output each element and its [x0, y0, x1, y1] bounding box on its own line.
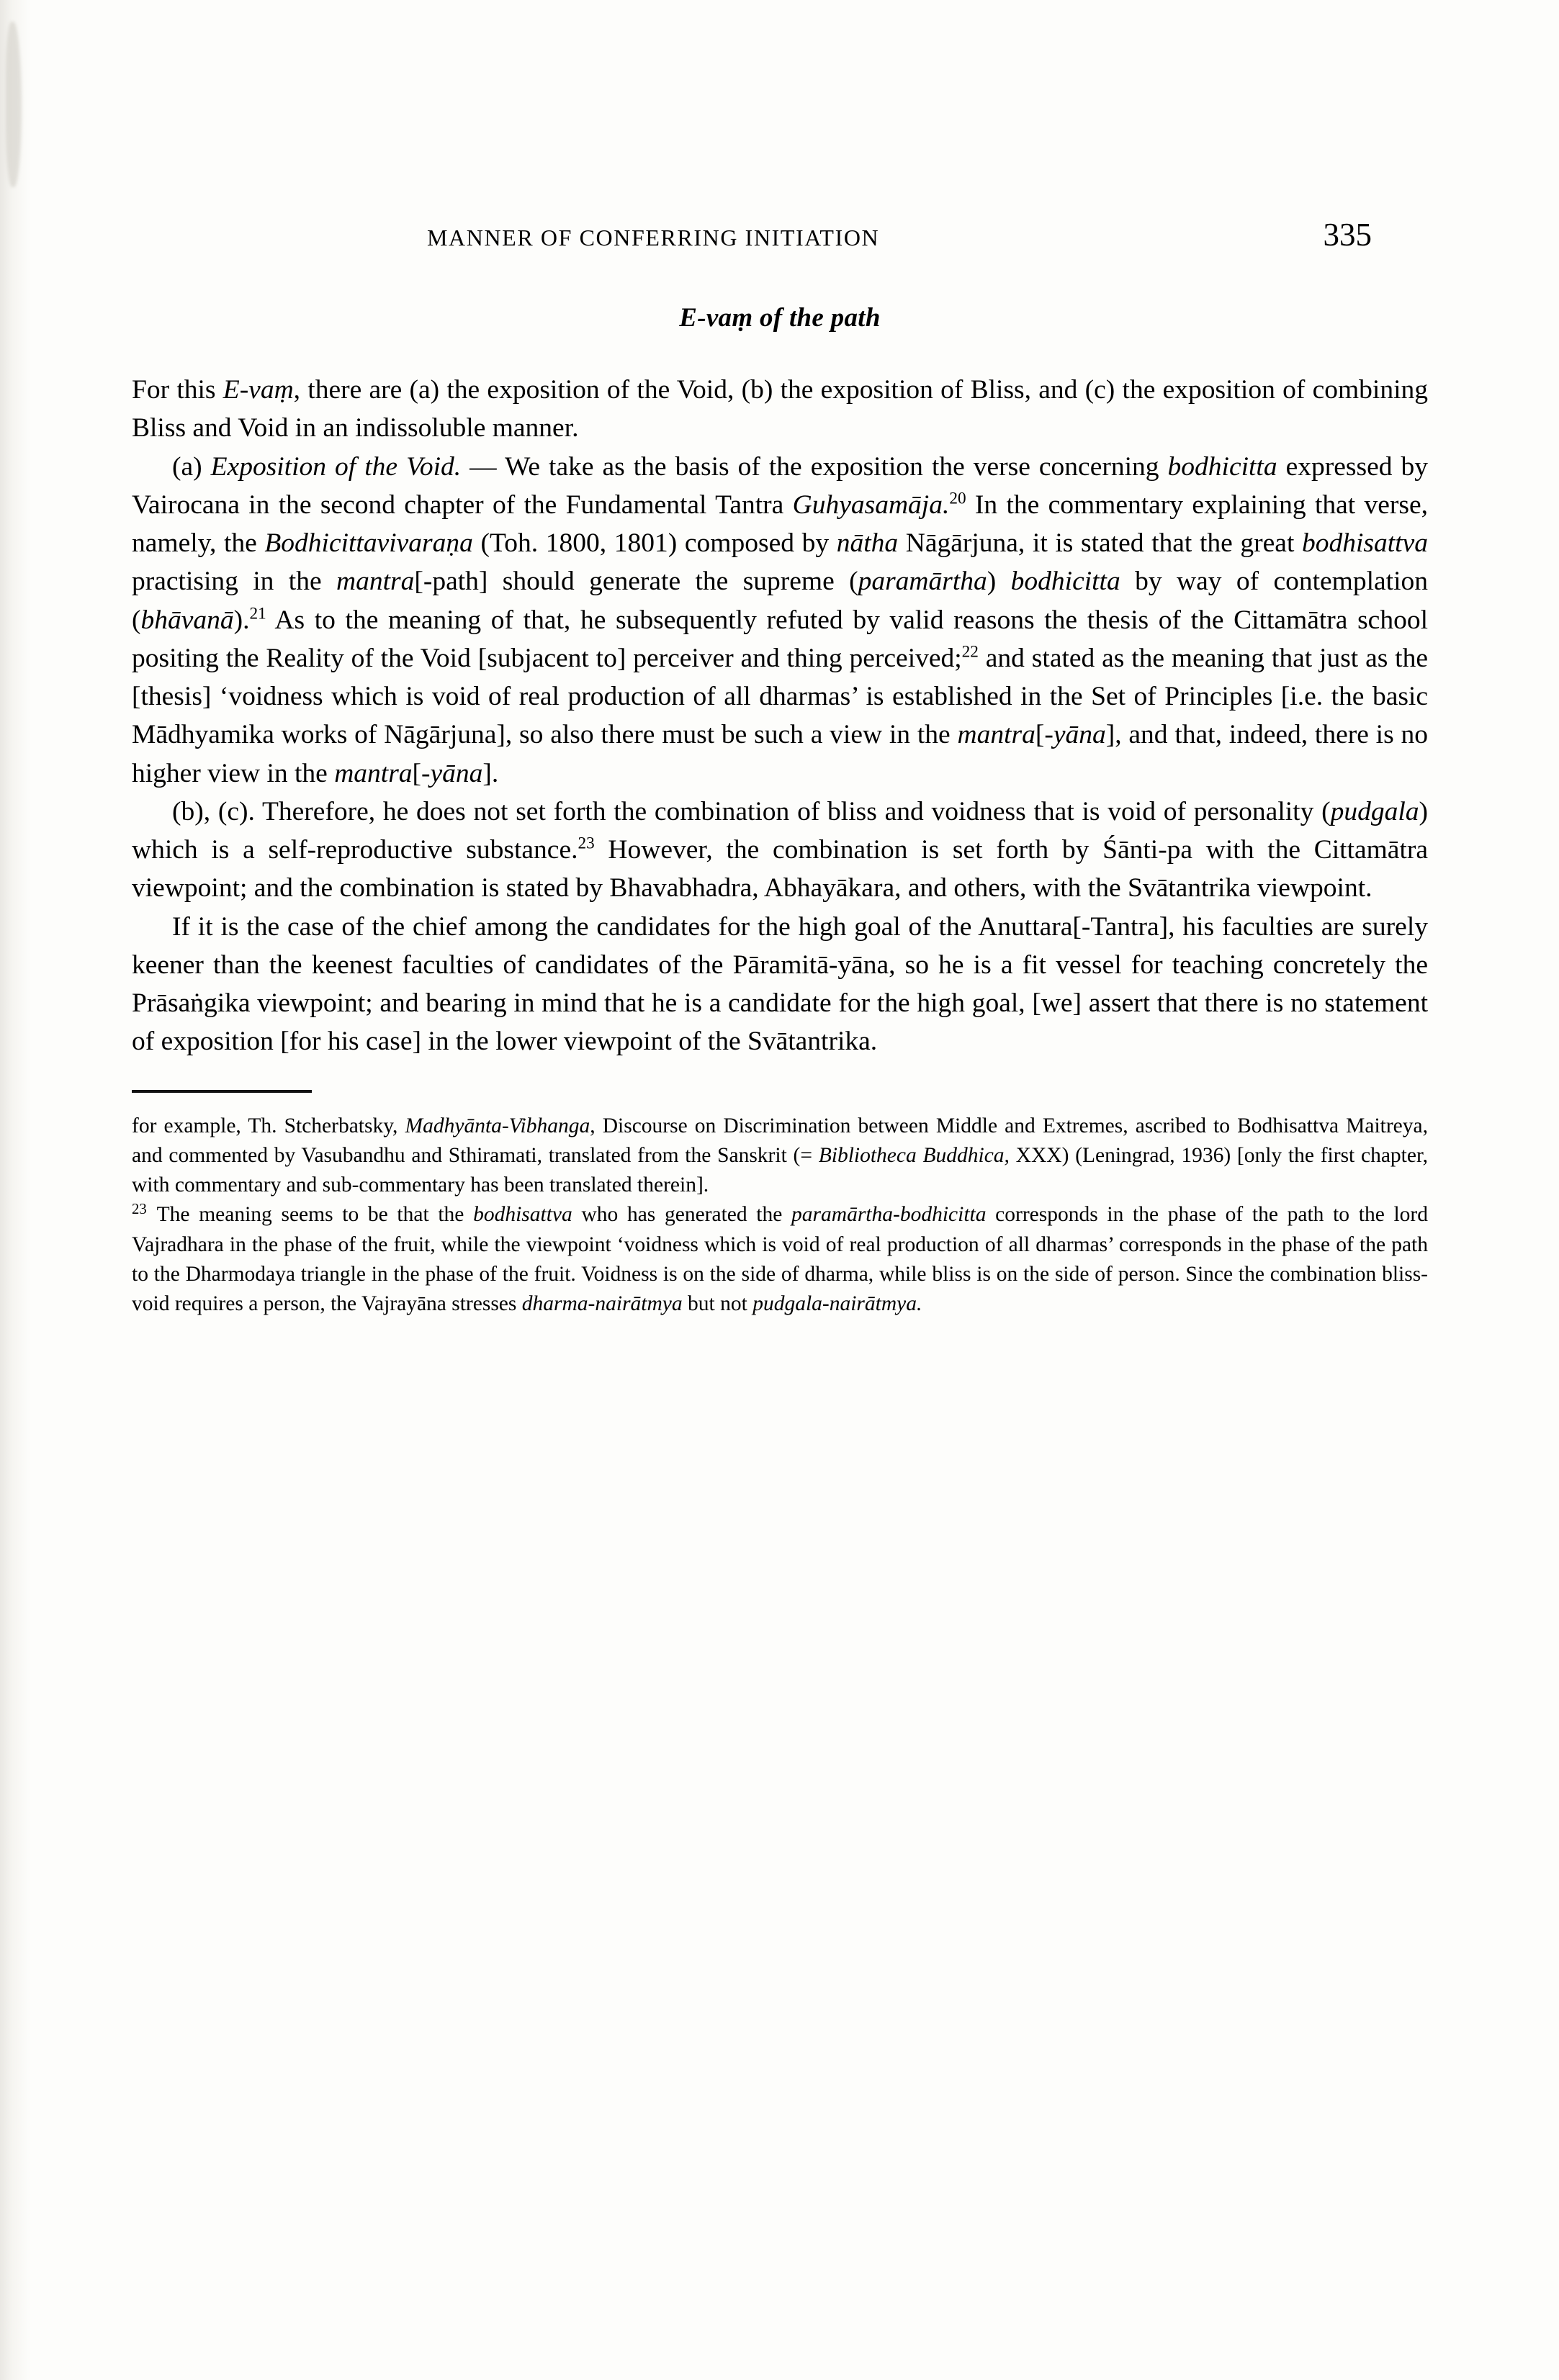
p1-italic-evam: E-vaṃ [223, 375, 294, 405]
p2-italic-9: bodhicitta [1010, 567, 1120, 597]
p2-text-6: practising in the [132, 567, 336, 597]
p2-text-12: and stated as the meaning that just as the [thesis] ‘voidness which is void of real production of all dharmas’ is established in the Set of Principles [i.e. the basic Mādhyamika works of Nāgārjuna], so also there must be such a view in the [132, 643, 1428, 750]
fn23-text-1: The meaning seems to be that the [156, 1203, 474, 1227]
p2-italic-4: Bodhicittavivaraṇa [264, 528, 473, 558]
p2-text-9: by way of contemplation ( [132, 567, 1428, 635]
fn23-text-4: but not [682, 1292, 753, 1316]
fn22-text-3: XXX) (Leningrad, 1936) [only the first chapter, with commentary and sub-commentary has been translated therein]. [132, 1143, 1428, 1197]
fn23-italic-3: dharma-nairātmya [521, 1292, 683, 1316]
p2-italic-6: bodhisattva [1301, 528, 1428, 558]
p2-italic-14: yāna [430, 758, 483, 788]
footnote-ref-21: 21 [249, 604, 266, 623]
footnote-ref-23: 23 [578, 834, 595, 853]
p3-text-2: ) which is a self-reproductive substance. [132, 796, 1428, 865]
page-number: 335 [1323, 217, 1372, 253]
fn22-text-1: for example, Th. Stcherbatsky, [132, 1114, 405, 1137]
paragraph-4: If it is the case of the chief among the candidates for the high goal of the Anuttara[-Tantra], his faculties are surely keener than the keenest faculties of candidates of the Pāramitā-yāna, so he is a fit vessel for teaching concretely the Prāsaṅgika viewpoint; and bearing in mind that he is a candidate for the high goal, [we] assert that there is no statement of exposition [for his case] in the lower viewpoint of the Svātantrika. [132, 911, 1428, 1057]
running-header [132, 216, 1428, 253]
p2-italic-12: yāna [1053, 720, 1106, 750]
fn22-italic-2: Bibliotheca Buddhica, [818, 1143, 1010, 1167]
p1-text-a: For this [132, 375, 223, 405]
paragraph-1 [132, 371, 1428, 448]
p2-italic-10: bhāvanā [140, 605, 234, 635]
p2-italic-2: bodhicitta [1167, 451, 1277, 482]
p3-label: (b), (c). [172, 796, 262, 826]
p2-text-15: [- [412, 758, 431, 788]
paragraph-3 [132, 793, 1428, 908]
footnote-23 [132, 1200, 1428, 1319]
p2-text-14: ], and that, indeed, there is no higher view in the [132, 720, 1429, 788]
p2-text-10: ). [233, 605, 250, 635]
p2-italic-5: nātha [836, 528, 899, 558]
p2-text-1: — We take as the basis of the exposition the verse concerning [461, 451, 1168, 482]
p1-text-c: , there are (a) the exposition of the Void, (b) the exposition of Bliss, and (c) the exposition of combining Bliss and Void in an indissoluble manner. [132, 375, 1428, 443]
p2-text-4: (Toh. 1800, 1801) composed by [472, 528, 837, 558]
p2-text-7: [-path] should generate the supreme ( [414, 567, 858, 597]
paragraph-2 [132, 448, 1428, 793]
footnote-ref-20: 20 [949, 489, 966, 508]
p2-text-13: [- [1035, 720, 1053, 750]
p2-text-5: Nāgārjuna, it is stated that the great [898, 528, 1302, 558]
body-text [132, 371, 1428, 1061]
fn22-italic-1: Madhyānta-Vibhanga [405, 1114, 590, 1137]
page-content [132, 216, 1428, 1320]
fn23-italic-1: bodhisattva [473, 1203, 572, 1227]
p2-italic-7: mantra [336, 567, 415, 597]
p2-text-11: As to the meaning of that, he subsequently refuted by valid reasons the thesis of the Cittamātra school positing the Reality of the Void [subjacent to] perceiver and thing perceived; [132, 605, 1428, 673]
p2-italic-11: mantra [957, 720, 1035, 750]
footnote-separator-rule [132, 1090, 312, 1093]
p2-text-2: expressed by Vairocana in the second chapter of the Fundamental Tantra [132, 451, 1429, 520]
p2-italic-3: Guhyasamāja. [792, 490, 950, 520]
p3-text-1: Therefore, he does not set forth the combination of bliss and voidness that is void of personality ( [261, 796, 1331, 826]
p2-text-16: ]. [482, 758, 499, 788]
fn23-text-3: corresponds in the phase of the path to the lord Vajradhara in the phase of the fruit, while the viewpoint ‘voidness which is void of real production of all dharmas’ corresponds in the phase of the path to the Dharmodaya triangle in the phase of the fruit. Voidness is on the side of dharma, while bliss is on the side of person. Since the combination bliss-void requires a person, the Vajrayāna stresses [132, 1203, 1428, 1316]
footnote-ref-22: 22 [961, 642, 979, 662]
p2-label: (a) [172, 451, 211, 482]
fn23-italic-4: pudgala-nairātmya. [752, 1292, 922, 1316]
fn23-italic-2: paramārtha-bodhicitta [791, 1203, 987, 1227]
p2-italic-1: Exposition of the Void. [210, 451, 462, 482]
running-head-title: MANNER OF CONFERRING INITIATION [427, 225, 880, 251]
scan-edge-shadow [0, 0, 30, 2380]
fn23-text-2: who has generated the [572, 1203, 792, 1227]
p2-italic-8: paramārtha [858, 567, 987, 597]
p3-text-3: However, the combination is set forth by Śānti-pa with the Cittamātra viewpoint; and the combination is stated by Bhavabhadra, Abhayākara, and others, with the Svātantrika viewpoint. [132, 835, 1428, 903]
fn22-text-2: , Discourse on Discrimination between Middle and Extremes, ascribed to Bodhisattva Maitreya, and commented by Vasubandhu and Sthiramati, translated from the Sanskrit (= [132, 1114, 1428, 1167]
p2-text-3: In the commentary explaining that verse, namely, the [132, 490, 1429, 558]
section-title: E-vaṃ of the path [679, 303, 881, 333]
fn23-marker: 23 [132, 1201, 147, 1217]
p2-text-8: ) [987, 567, 1011, 597]
p2-italic-13: mantra [334, 758, 413, 788]
p3-italic-1: pudgala [1330, 796, 1419, 826]
footnote-22-continued [132, 1112, 1428, 1201]
footnotes-block [132, 1112, 1428, 1320]
